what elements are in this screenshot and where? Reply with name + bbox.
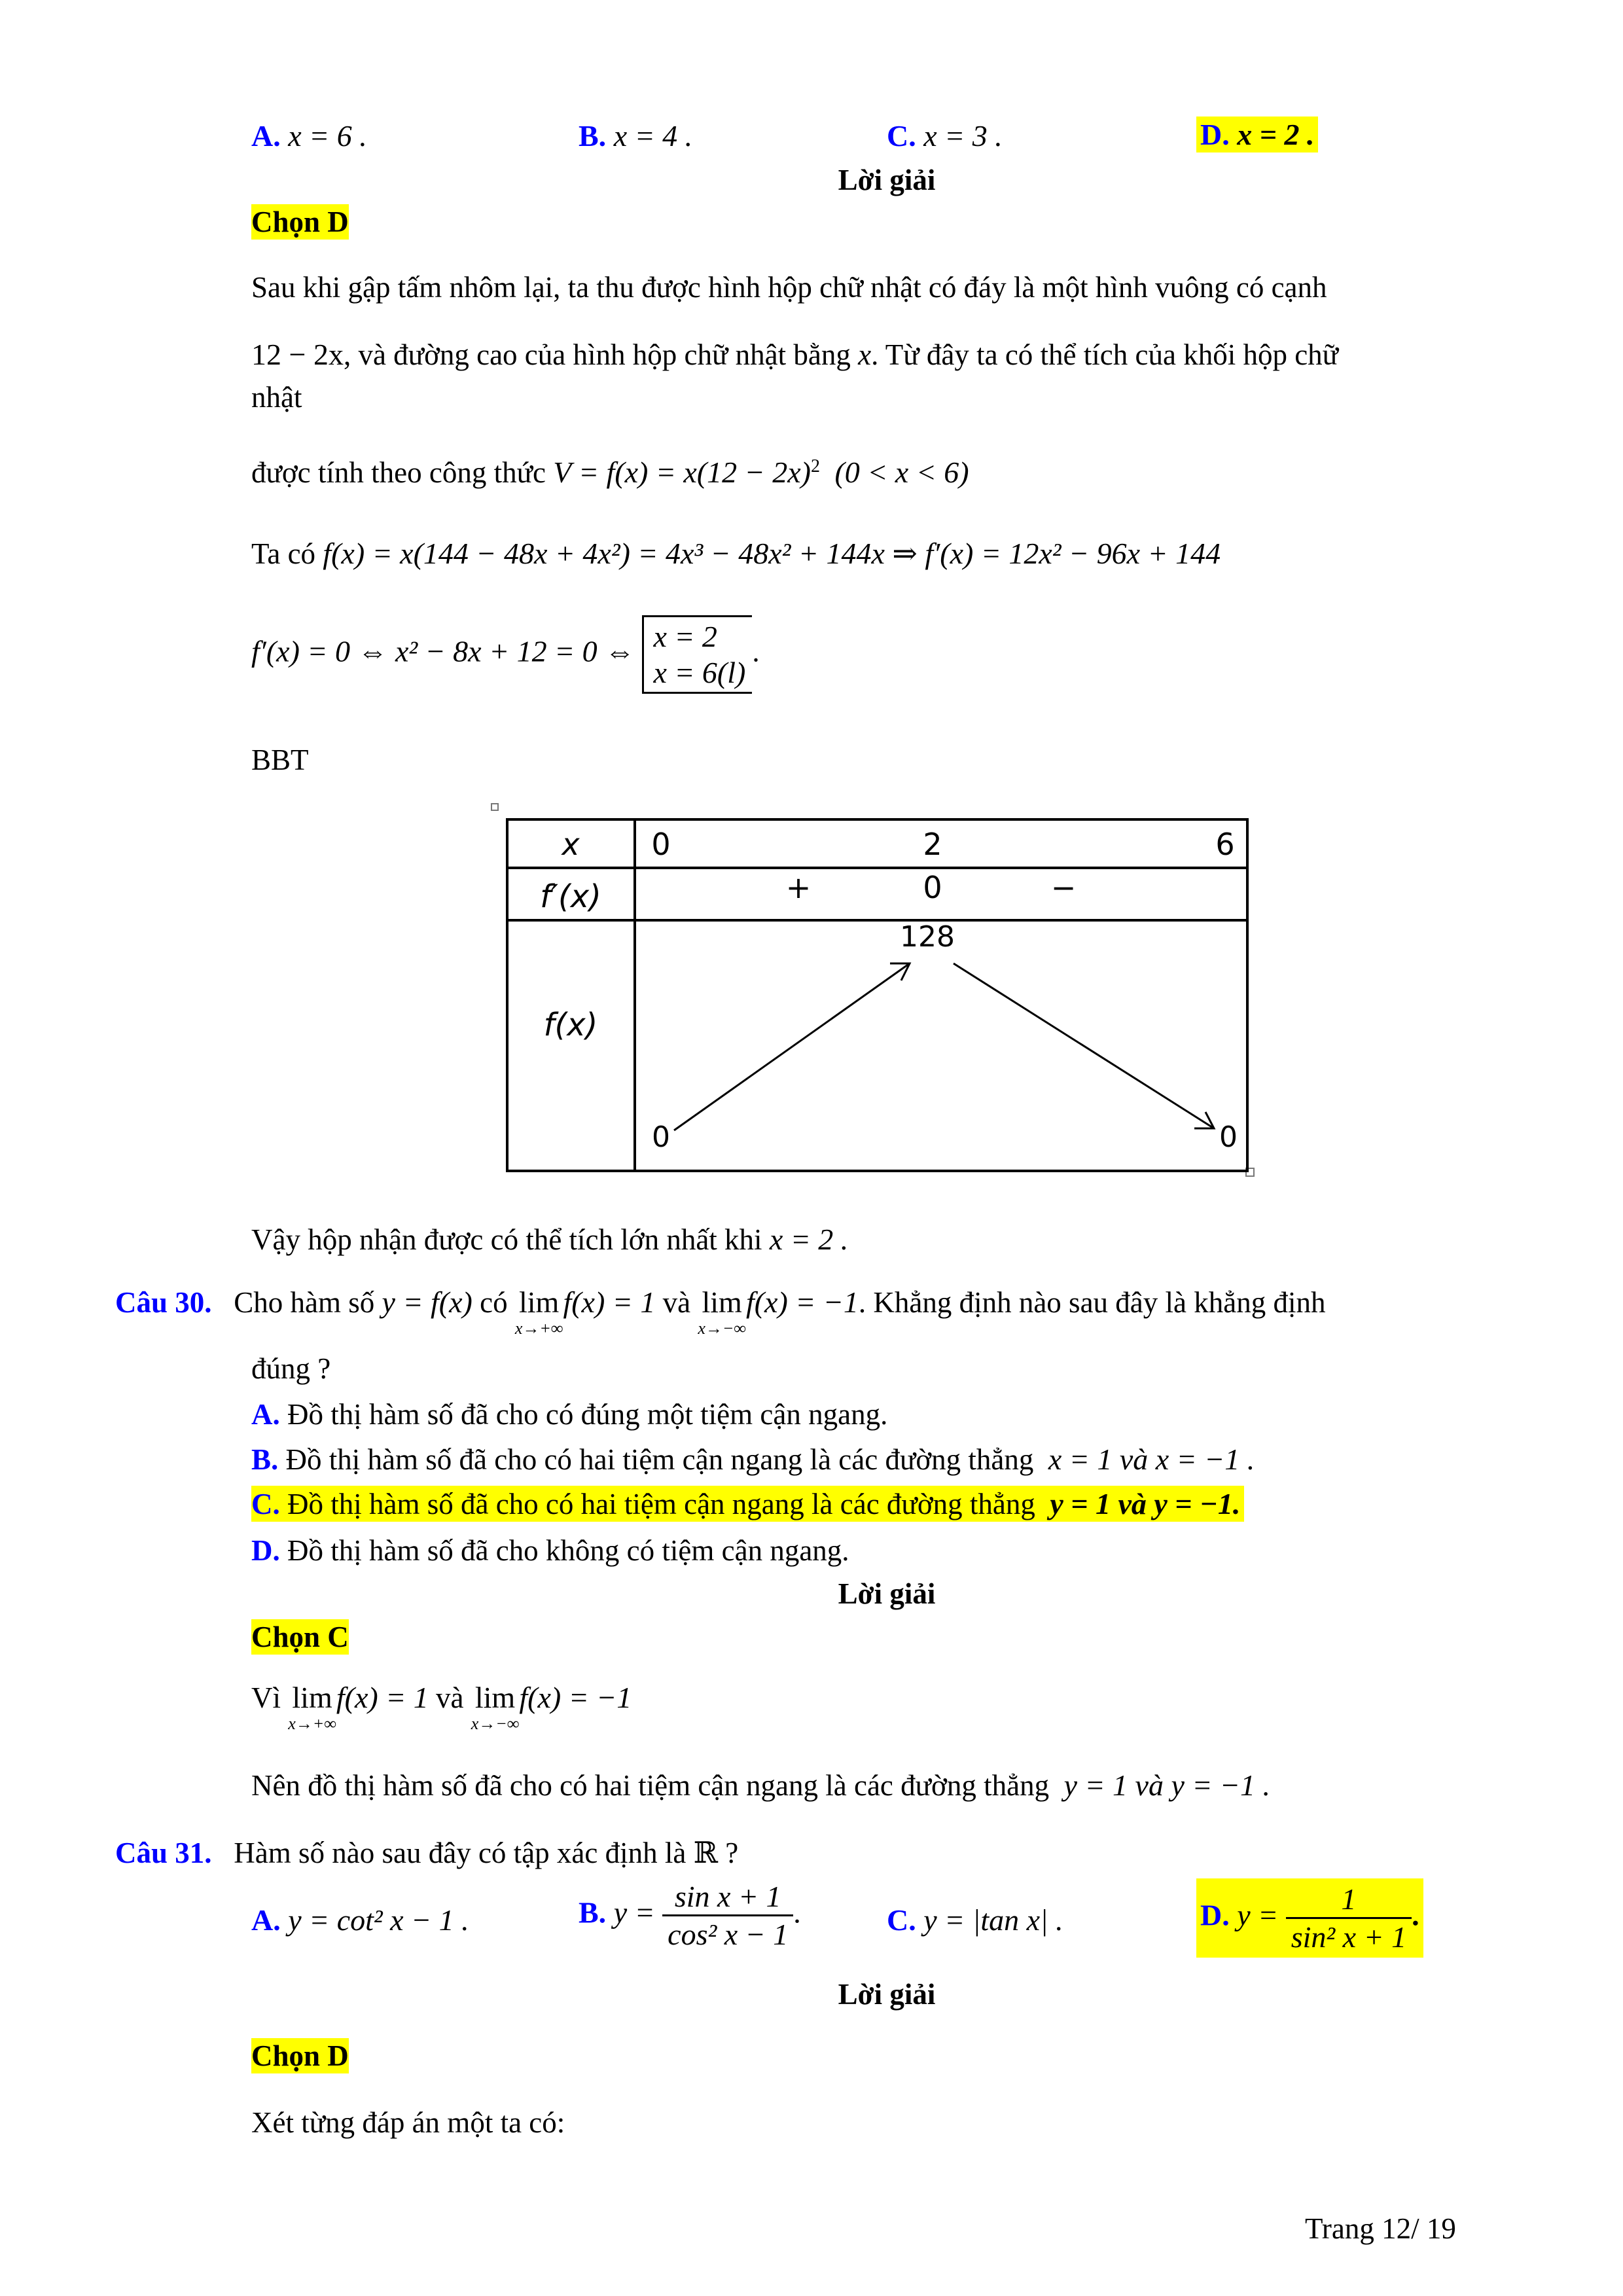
q29-solution-line3: nhật — [251, 381, 302, 414]
text: Hàm số nào sau đây có tập xác định là ℝ ? — [234, 1837, 739, 1869]
limit-neg — [471, 1679, 520, 1732]
text: được tính theo công thức — [251, 456, 546, 489]
option-value: x = 3 . — [923, 119, 1003, 152]
increasing-arrow — [674, 963, 910, 1130]
q29-option-a — [251, 118, 367, 154]
math: y = 1 và y = −1 . — [1063, 1768, 1270, 1802]
q30-option-b — [251, 1441, 1255, 1477]
text: . — [752, 635, 760, 668]
text: . — [793, 1895, 801, 1929]
x-value: 6 — [1215, 827, 1235, 862]
lim: lim — [292, 1681, 332, 1714]
q30-option-a — [251, 1397, 887, 1432]
lim-sub: x→+∞ — [288, 1714, 336, 1734]
row-label-derivative: f′(x) — [540, 878, 601, 915]
q29-solution-line1: Sau khi gập tấm nhôm lại, ta thu được hình hộp chữ nhật có đáy là một hình vuông có cạnh — [251, 271, 1327, 304]
math: f(x) = 1 — [563, 1285, 656, 1319]
text: Vậy hộp nhận được có thể tích lớn nhất khi — [251, 1223, 762, 1256]
option-label: A. — [251, 1903, 281, 1937]
left-value: 0 — [652, 1121, 670, 1154]
math: f(x) = x(144 − 48x + 4x²) = 4x³ − 48x² + 144x ⇒ f′(x) = 12x² − 96x + 144 — [323, 537, 1221, 570]
q30-solution-line1 — [251, 1679, 632, 1732]
sign-plus: + — [785, 870, 812, 905]
limit-pos — [515, 1284, 563, 1337]
math: x — [858, 338, 872, 371]
q31-option-c — [887, 1902, 1063, 1938]
option-value: y = |tan x| . — [923, 1903, 1063, 1937]
q29-solution-line2 — [251, 336, 1338, 372]
denominator: sin² x + 1 — [1291, 1920, 1407, 1954]
q30-option-c — [251, 1486, 1244, 1522]
bbt-label: BBT — [251, 744, 309, 776]
solution-heading: Lời giải — [838, 1577, 936, 1610]
answer-tag: Chọn D — [251, 206, 349, 238]
q29-option-b — [579, 118, 692, 154]
option-value: x = 6 . — [288, 119, 367, 152]
option-label: A. — [251, 1398, 280, 1431]
text: . Khẳng định nào sau đây là khẳng định — [858, 1286, 1326, 1319]
text: có — [480, 1286, 508, 1319]
right-value: 0 — [1219, 1121, 1238, 1154]
derivative-zero: 0 — [923, 870, 942, 905]
text: Cho hàm số — [234, 1286, 375, 1319]
x-value: 2 — [923, 827, 942, 862]
x-value: 0 — [651, 827, 671, 862]
option-text: Đồ thị hàm số đã cho không có tiệm cận ngang. — [287, 1534, 849, 1567]
math: y = f(x) — [382, 1285, 473, 1319]
row-label-x: x — [562, 827, 580, 862]
option-text: Đồ thị hàm số đã cho có hai tiệm cận ngang là các đường thẳng — [285, 1443, 1034, 1476]
option-value: x = 4 . — [613, 119, 693, 152]
text: , và đường cao của hình hộp chữ nhật bằng — [343, 338, 851, 371]
option-label: B. — [251, 1443, 279, 1476]
option-value: y = — [613, 1895, 655, 1929]
option-value: y = cot² x − 1 . — [288, 1903, 469, 1937]
q29-solution-line6 — [251, 615, 760, 694]
limit-neg — [698, 1284, 746, 1337]
numerator: sin x + 1 — [662, 1878, 793, 1916]
numerator: 1 — [1286, 1881, 1412, 1919]
q29-solution-line5 — [251, 535, 1221, 571]
resize-handle — [491, 804, 498, 810]
option-text: Đồ thị hàm số đã cho có hai tiệm cận ngang là các đường thẳng — [287, 1488, 1035, 1520]
exponent: 2 — [810, 456, 820, 476]
lim-sub: x→−∞ — [471, 1714, 520, 1734]
math: x = 1 và x = −1 . — [1048, 1443, 1255, 1476]
q30-stem-cont: đúng ? — [251, 1352, 331, 1385]
text: . — [1412, 1898, 1419, 1932]
variation-table — [488, 800, 1260, 1179]
q29-solution-line4 — [251, 454, 969, 490]
text: . Từ đây ta có thể tích của khối hộp chữ — [871, 338, 1339, 371]
math: f(x) = 1 — [336, 1681, 429, 1714]
denominator: cos² x − 1 — [668, 1918, 789, 1952]
option-label: C. — [251, 1488, 280, 1520]
text: Ta có — [251, 537, 316, 570]
table-border — [507, 819, 1247, 1171]
option-label: D. — [251, 1534, 280, 1567]
q31-solution-line: Xét từng đáp án một ta có: — [251, 2106, 565, 2139]
lim: lim — [474, 1681, 516, 1714]
max-value: 128 — [900, 920, 955, 954]
math: f′(x) = 0 ⇔ x² − 8x + 12 = 0 ⇔ — [251, 634, 635, 668]
option-label: D. — [1200, 1898, 1230, 1932]
q30-option-d — [251, 1533, 849, 1568]
answer-tag: Chọn D — [251, 2039, 349, 2072]
lim: lim — [518, 1285, 560, 1319]
question-number: Câu 30. — [115, 1286, 212, 1319]
solution-heading: Lời giải — [838, 164, 936, 196]
root-1: x = 2 — [653, 620, 717, 653]
option-label: B. — [579, 1895, 607, 1929]
option-value: y = — [1237, 1898, 1279, 1932]
fraction — [1286, 1881, 1412, 1955]
answer-tag: Chọn C — [251, 1621, 349, 1653]
option-label: B. — [579, 119, 607, 152]
math: 12 − 2x — [251, 338, 344, 371]
q31-option-a — [251, 1902, 469, 1938]
limit-pos — [288, 1679, 336, 1732]
question-number: Câu 31. — [115, 1837, 212, 1869]
text: và — [662, 1286, 691, 1319]
decreasing-arrow — [954, 963, 1214, 1128]
option-label: D. — [1200, 118, 1230, 151]
text: Nên đồ thị hàm số đã cho có hai tiệm cận ngang là các đường thẳng — [251, 1769, 1050, 1802]
q30-solution-line2 — [251, 1767, 1270, 1803]
solution-heading: Lời giải — [838, 1978, 936, 2011]
math: y = 1 và y = −1. — [1050, 1487, 1241, 1520]
fraction — [662, 1878, 793, 1952]
option-label: C. — [887, 119, 916, 152]
row-label-function: f(x) — [543, 1007, 598, 1043]
q29-conclusion — [251, 1221, 848, 1257]
q31-option-d — [1196, 1878, 1423, 1958]
solution-bracket — [642, 615, 752, 694]
q31-stem — [115, 1835, 738, 1871]
lim-sub: x→−∞ — [698, 1319, 746, 1338]
math: (0 < x < 6) — [834, 456, 969, 489]
q31-option-b — [579, 1878, 801, 1952]
q30-stem — [115, 1284, 1325, 1337]
math: V = f(x) = x(12 − 2x) — [553, 456, 811, 489]
lim-sub: x→+∞ — [514, 1319, 563, 1338]
math: f(x) = −1 — [745, 1285, 859, 1319]
option-label: C. — [887, 1903, 916, 1937]
q29-option-d — [1196, 117, 1318, 152]
root-2: x = 6(l) — [653, 656, 746, 690]
option-text: Đồ thị hàm số đã cho có đúng một tiệm cận ngang. — [287, 1398, 888, 1431]
lim: lim — [702, 1285, 742, 1319]
sign-minus: − — [1050, 870, 1077, 905]
q29-option-c — [887, 118, 1003, 154]
math: x = 2 . — [769, 1223, 849, 1256]
text: và — [436, 1681, 464, 1714]
option-label: A. — [251, 119, 281, 152]
math: f(x) = −1 — [519, 1681, 632, 1714]
page-footer: Trang 12/ 19 — [1305, 2212, 1456, 2245]
option-value: x = 2 . — [1237, 118, 1315, 151]
text: Vì — [251, 1681, 281, 1714]
